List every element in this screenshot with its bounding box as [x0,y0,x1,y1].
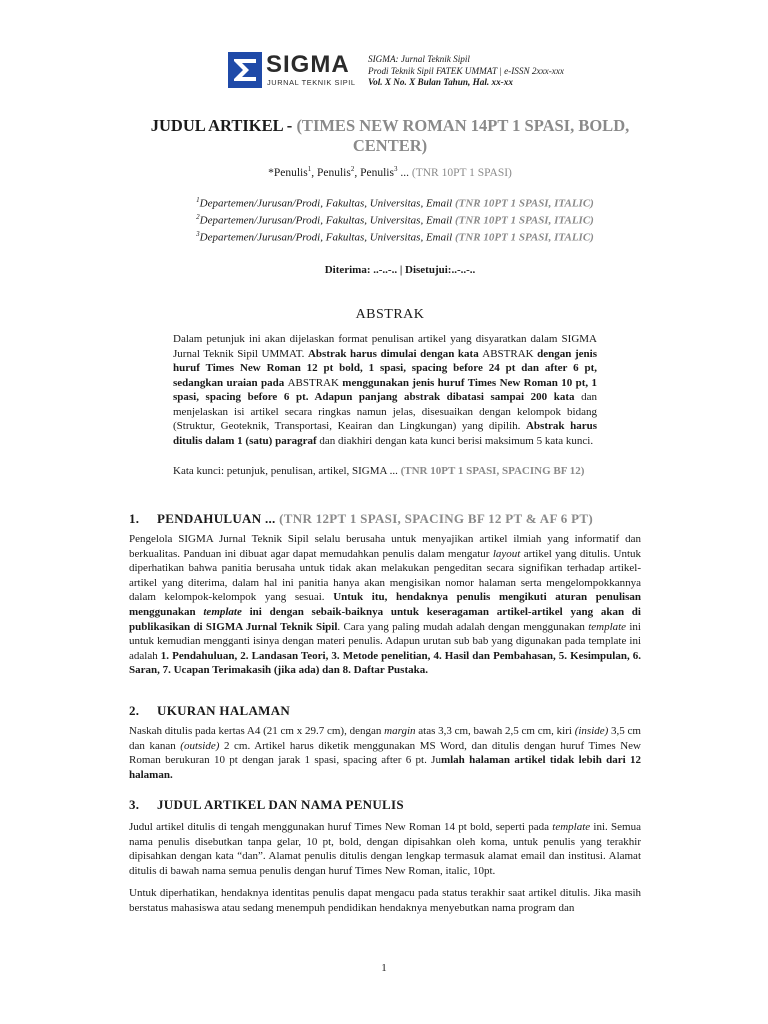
affiliation-2-note: (TNR 10PT 1 SPASI, ITALIC) [454,214,594,227]
s3-text-1: Judul artikel ditulis di tengah menggunakan huruf Times New Roman 14 pt bold, seperti pada [129,821,553,833]
affiliation-1-text: Departemen/Jurusan/Prodi, Fakultas, Universitas, Email [199,197,455,210]
s1-text-2: artikel yang ditulis. Untuk diperhatikan bahwa panitia berusaha untuk tidak akan melakukan pengeditan secara signifikan terhadap artikel-artikel yang diterima, dalam hal ini panitia hanya akan mengisikan nomor halaman serta mengelompokkannya dalam kelompok-kelompok yang sesuai. [129,547,642,604]
abstract-heading: ABSTRAK [355,307,425,322]
section-3-number: 3. [129,797,140,812]
sigma-logo-icon [228,52,262,88]
section-1-title: PENDAHULUAN ... [157,511,280,526]
title-format-note: (TIMES NEW ROMAN 14PT 1 SPASI, BOLD, CENTER) [296,116,630,155]
s3-text-2: ini. Semua nama penulis disebutkan tanpa gelar, 10 pt, bold, dengan dipisahkan oleh koma, untuk penulis yang terakhir dipisahkan dengan kata “dan”. Alamat penulis ditulis dengan lengkap termasuk alamat email dan institusi. Alamat ditulis di bawah nama semua penulis dengan huruf Times New Roman, italic, 10pt. [129,821,641,877]
s1-bold-italic-1: template [203,605,242,618]
author-list [150,165,630,179]
article-title [130,116,650,156]
author-format-note: (TNR 10PT 1 SPASI) [411,166,512,179]
author-3-sup: 3 [393,165,398,173]
s2-text-1: Naskah ditulis pada kertas A4 (21 cm x 29.7 cm), dengan [129,725,385,737]
journal-info [368,54,564,89]
abstract-body [173,332,597,448]
keywords-format-note: (TNR 10PT 1 SPASI, SPACING BF 12) [400,465,585,477]
abstract-text-2: ABSTRAK [482,347,534,360]
journal-volume: Vol. X No. X Bulan Tahun, Hal. xx-xx [368,77,513,87]
keywords [173,464,597,479]
author-3: , Penulis [354,166,394,179]
logo-wordmark: SIGMA [266,51,350,78]
author-1-sup: 1 [307,165,312,173]
section-1-number: 1. [129,511,140,526]
s2-text-2: atas 3,3 cm, bawah 2,5 cm cm, kiri [415,725,575,737]
abstract-bold-4: Abstrak harus ditulis dalam 1 (satu) paragraf [173,420,597,447]
section-3-heading [129,797,404,813]
s2-bold-1: mlah halaman artikel tidak lebih dari 12 halaman. [129,754,641,781]
s1-text-4: ini untuk kemudian mengganti isinya dengan materi penulis. Adapun urutan sub bab yang digunakan pada template ini adalah [129,620,641,662]
abstract-text-4: dan menjelaskan isi artikel secara ringkas namun jelas, disesuaikan dengan kelompok bidang (Struktur, Geoteknik, Transportasi, Keairan dan Lingkungan) yang dipilih. [173,391,597,432]
affiliation-2-sup: 2 [196,213,200,222]
affiliation-1-note: (TNR 10PT 1 SPASI, ITALIC) [454,197,594,210]
s2-italic-2: (inside) [574,725,609,737]
affiliation-3-sup: 3 [196,230,200,239]
section-2-number: 2. [129,703,140,718]
section-1-format-note: (TNR 12PT 1 SPASI, SPACING BF 12 PT & AF 6 PT) [279,511,593,526]
section-2-heading [129,703,290,719]
abstract-text-1: Dalam petunjuk ini akan dijelaskan format penulisan artikel yang disyaratkan dalam SIGMA Jurnal Teknik Sipil UMMAT. [173,333,597,360]
author-2: , Penulis [311,166,351,179]
abstract-text-5: dan diakhiri dengan kata kunci berisi maksimum 5 kata kunci. [316,434,594,447]
affiliation-1-sup: 1 [196,196,200,204]
s3-italic-1: template [552,821,591,833]
section-3-title: JUDUL ARTIKEL DAN NAMA PENULIS [157,797,404,812]
s2-italic-3: (outside) [180,739,220,752]
journal-issn: Prodi Teknik Sipil FATEK UMMAT | e-ISSN 2xxx-xxx [368,65,565,76]
abstract-bold-2: dengan jenis huruf Times New Roman 12 pt bold, 1 spasi, spacing before 24 pt dan after 6 pt, sedangkan uraian pada [173,347,597,389]
affiliation-2-text: Departemen/Jurusan/Prodi, Fakultas, Universitas, Email [199,214,455,227]
s2-text-4: 2 cm. Artikel harus diketik menggunakan MS Word, dan ditulis dengan huruf Times New Roman berukuran 10 pt dengan jarak 1 spasi, spacing after 6 pt. Ju [129,739,641,767]
affiliation-list [150,194,640,245]
s1-italic-1: layout [492,547,521,560]
s1-text-3: . Cara yang paling mudah adalah dengan menggunakan [337,620,589,633]
author-1: *Penulis [268,166,308,179]
s1-bold-3: 1. Pendahuluan, 2. Landasan Teori, 3. Metode penelitian, 4. Hasil dan Pembahasan, 5. Kesimpulan, 6. Saran, 7. Ucapan Terimakasih (jika ada) dan 8. Daftar Pustaka. [129,649,642,677]
affiliation-2 [150,211,640,228]
affiliation-3-note: (TNR 10PT 1 SPASI, ITALIC) [454,231,594,244]
section-1-heading [129,511,593,527]
section-2-title: UKURAN HALAMAN [157,703,291,718]
page-number: 1 [381,962,387,974]
sigma-logo [228,51,356,90]
affiliation-3 [150,228,640,245]
s1-bold-2: ini dengan sebaik-baiknya untuk keseragaman artikel-artikel yang akan di publikasikan di SIGMA Jurnal Teknik Sipil [129,605,641,633]
abstract-text-3: ABSTRAK [287,376,339,389]
s2-italic-1: margin [384,725,416,737]
section-3-paragraph-1 [129,820,641,878]
affiliation-1 [150,194,640,211]
title-text: JUDUL ARTIKEL - [150,116,297,135]
section-2-body [129,724,641,782]
section-3-paragraph-2: Untuk diperhatikan, hendaknya identitas penulis dapat mengacu pada status terakhir saat artikel ditulis. Jika masih berstatus mahasiswa atau sedang menempuh pendidikan hendaknya menyebutkan nama program dan [129,887,641,914]
s2-text-3: 3,5 cm dan kanan [129,725,641,752]
s1-text-1: Pengelola SIGMA Jurnal Teknik Sipil selalu berusaha untuk menyajikan artikel ilmiah yang informatif dan berkualitas. Panduan ini dibuat agar dapat memudahkan penulis dalam mengatur [129,533,641,560]
s1-bold-1: Untuk itu, hendaknya penulis mengikuti aturan penulisan menggunakan [129,591,641,618]
author-2-sup: 2 [350,165,355,173]
author-tail: ... [397,166,412,179]
section-1-body [129,532,641,678]
abstract-bold-1: Abstrak harus dimulai dengan kata [307,347,483,360]
affiliation-3-text: Departemen/Jurusan/Prodi, Fakultas, Universitas, Email [199,231,455,244]
journal-name: SIGMA: Jurnal Teknik Sipil [368,54,470,64]
abstract-bold-3: menggunakan jenis huruf Times New Roman 10 pt, 1 spasi, spacing before 6 pt. Adapun panjang abstrak dibatasi sampai 200 kata [173,376,597,403]
s1-italic-2: template [588,620,627,633]
submission-dates: Diterima: ..-..-.. | Disetujui:..-..-.. [324,264,476,276]
logo-subtitle: JURNAL TEKNIK SIPIL [267,78,356,87]
keywords-text: Kata kunci: petunjuk, penulisan, artikel, SIGMA ... [173,465,401,477]
